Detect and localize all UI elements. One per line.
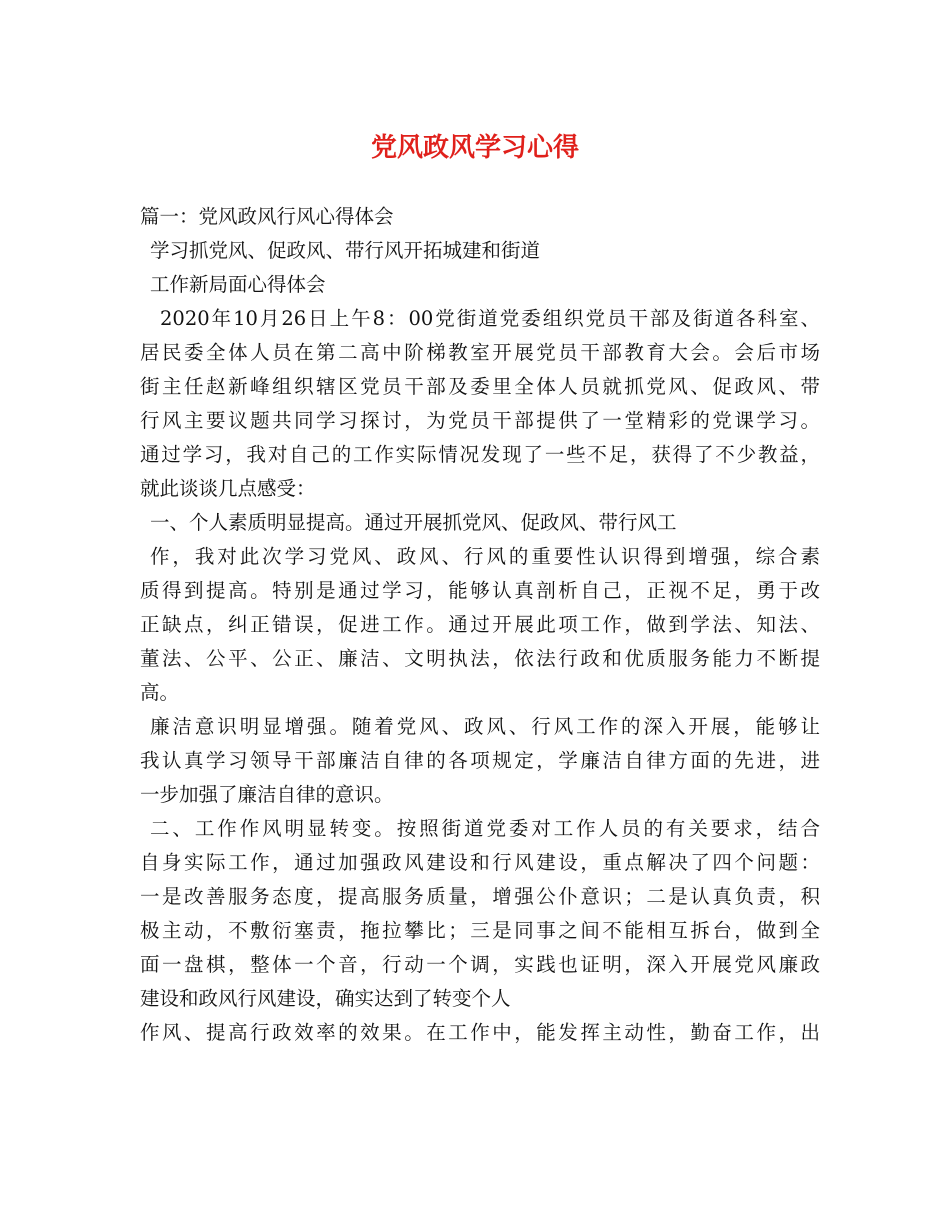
text-line: 学习抓党风、促政风、带行风开拓城建和街道 [150, 239, 541, 262]
text-line: 极主动，不敷衍塞责，拖拉攀比；三是同事之间不能相互拆台，做到全 [140, 919, 820, 942]
text-line: 正缺点，纠正错误，促进工作。通过开展此项工作，做到学法、知法、 [140, 613, 820, 636]
text-line: 一步加强了廉洁自律的意识。 [140, 783, 394, 806]
text-line: 建设和政风行风建设，确实达到了转变个人 [140, 987, 511, 1010]
text-line: 作，我对此次学习党风、政风、行风的重要性认识得到增强，综合素 [150, 545, 820, 568]
text-line: 篇一：党风政风行风心得体会 [140, 205, 394, 228]
text-line: 就此谈谈几点感受： [140, 477, 316, 500]
text-line: 居民委全体人员在第二高中阶梯教室开展党员干部教育大会。会后市场 [140, 341, 820, 364]
text-line: 街主任赵新峰组织辖区党员干部及委里全体人员就抓党风、促政风、带 [140, 375, 820, 398]
text-line: 一、个人素质明显提高。通过开展抓党风、促政风、带行风工 [150, 511, 677, 534]
text-line: 二、工作作风明显转变。按照街道党委对工作人员的有关要求，结合 [150, 817, 820, 840]
text-line: 行风主要议题共同学习探讨，为党员干部提供了一堂精彩的党课学习。 [140, 409, 820, 432]
text-line: 董法、公平、公正、廉洁、文明执法，依法行政和优质服务能力不断提 [140, 647, 820, 670]
document-title: 党风政风学习心得 [370, 133, 579, 163]
text-line: 2020年10月26日上午8：00党街道党委组织党员干部及街道各科室、 [160, 307, 820, 330]
text-line: 通过学习，我对自己的工作实际情况发现了一些不足，获得了不少教益， [140, 443, 820, 466]
text-line: 高。 [140, 681, 180, 704]
text-line: 作风、提高行政效率的效果。在工作中，能发挥主动性，勤奋工作，出 [140, 1021, 820, 1044]
text-line: 一是改善服务态度，提高服务质量，增强公仆意识；二是认真负责，积 [140, 885, 820, 908]
text-line: 面一盘棋，整体一个音，行动一个调，实践也证明，深入开展党风廉政 [140, 953, 820, 976]
document-body [140, 200, 820, 1050]
text-line: 工作新局面心得体会 [150, 273, 326, 296]
text-line: 我认真学习领导干部廉洁自律的各项规定，学廉洁自律方面的先进，进 [140, 749, 820, 772]
text-line: 质得到提高。特别是通过学习，能够认真剖析自己，正视不足，勇于改 [140, 579, 820, 602]
text-line: 自身实际工作，通过加强政风建设和行风建设，重点解决了四个问题： [140, 851, 820, 874]
text-line: 廉洁意识明显增强。随着党风、政风、行风工作的深入开展，能够让 [150, 715, 820, 738]
